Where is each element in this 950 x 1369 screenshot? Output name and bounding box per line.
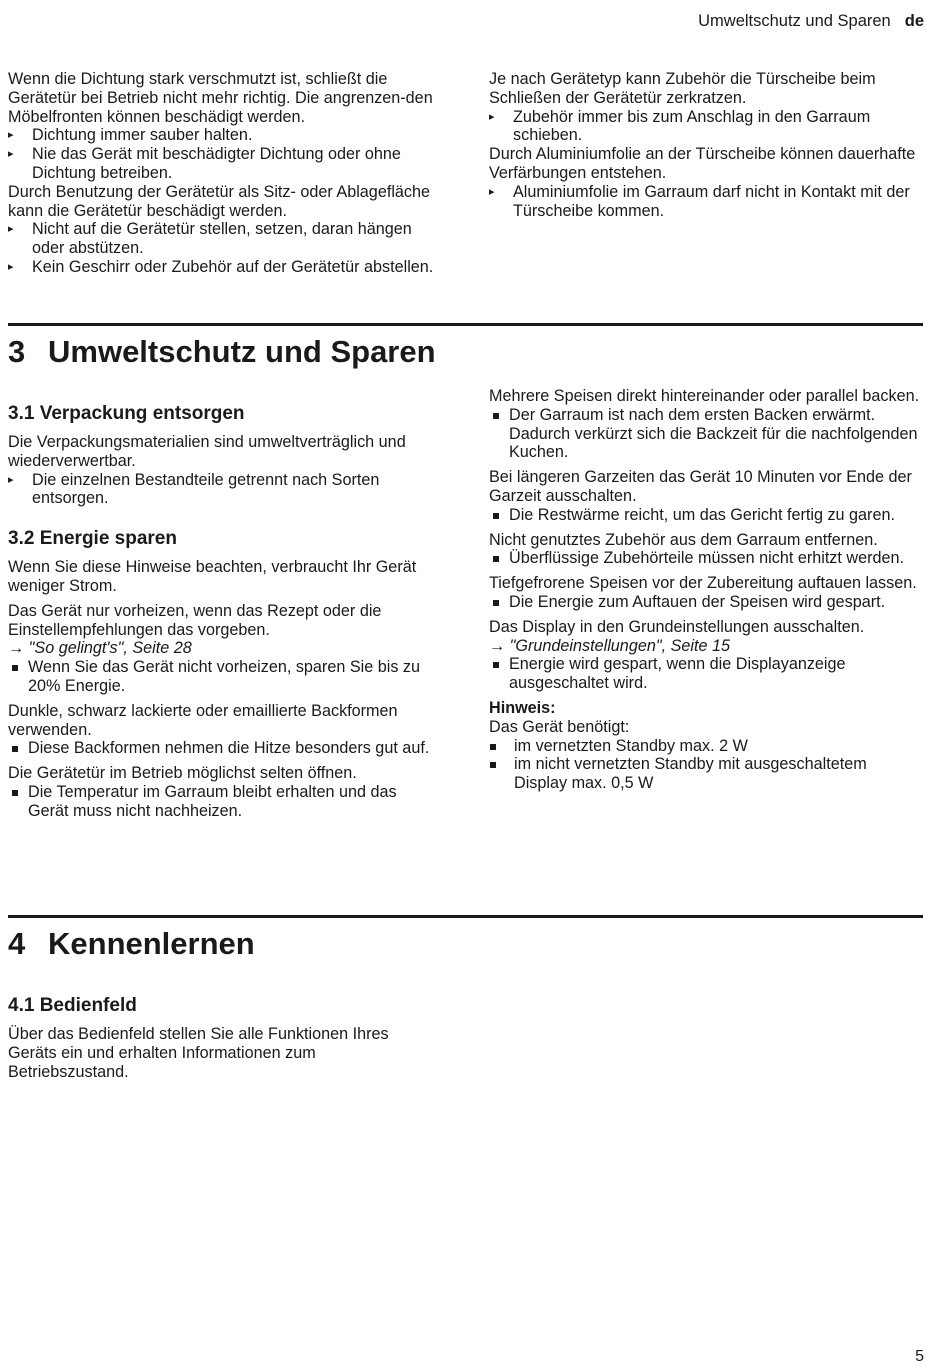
paragraph: Durch Aluminiumfolie an der Türscheibe können dauerhafte Verfärbungen entstehen. <box>489 145 916 182</box>
subsection-3-2-body <box>8 558 440 820</box>
result-item: Die Energie zum Auftauen der Speisen wird gespart. <box>489 593 921 612</box>
subsection-3-2-heading <box>8 527 440 551</box>
subsection-4-1-number: 4.1 <box>8 995 35 1016</box>
subsection-3-1-body <box>8 433 440 508</box>
paragraph: Nicht genutztes Zubehör aus dem Garraum entfernen. <box>489 530 878 549</box>
paragraph: Je nach Gerätetyp kann Zubehör die Türscheibe beim Schließen der Gerätetür zerkratzen. <box>489 70 876 107</box>
section-4-title: Kennenlernen <box>48 926 255 961</box>
cross-reference: → "Grundeinstellungen", Seite 15 <box>489 636 730 655</box>
subsection-3-2-title: Energie sparen <box>39 528 177 550</box>
section-3-title: Umweltschutz und Sparen <box>48 334 436 369</box>
paragraph: Mehrere Speisen direkt hintereinander oder parallel backen. <box>489 387 920 405</box>
section-3-number: 3 <box>8 334 26 369</box>
subsection-4-1-heading <box>8 994 440 1018</box>
subsection-4-1-title: Bedienfeld <box>39 995 137 1016</box>
instruction-item: ▸ Nie das Gerät mit beschädigter Dichtung oder ohne Dichtung betreiben. <box>8 145 440 183</box>
paragraph: Das Gerät nur vorheizen, wenn das Rezept oder die Einstellempfehlungen das vorgeben. <box>8 601 382 639</box>
section-rule <box>8 323 923 326</box>
instruction-item: ▸ Dichtung immer sauber halten. <box>8 126 440 145</box>
result-item: Die Restwärme reicht, um das Gericht fertig zu garen. <box>489 506 921 525</box>
subsection-3-2-number: 3.2 <box>8 528 35 550</box>
running-header <box>698 12 924 31</box>
list-item: im nicht vernetzten Standby mit ausgeschaltetem Display max. 0,5 W <box>489 755 921 793</box>
result-item: Diese Backformen nehmen die Hitze besonders gut auf. <box>8 739 440 758</box>
paragraph: Das Display in den Grundeinstellungen ausschalten. <box>489 617 865 636</box>
section-4-left-column <box>8 994 440 1081</box>
paragraph: Durch Benutzung der Gerätetür als Sitz- oder Ablagefläche kann die Gerätetür beschädigt werden. <box>8 182 431 220</box>
list-item: im vernetzten Standby max. 2 W <box>489 737 921 756</box>
instruction-item: ▸ Zubehör immer bis zum Anschlag in den Garraum schieben. <box>489 108 921 146</box>
subsection-4-1-body <box>8 1025 440 1081</box>
section-4-number: 4 <box>8 926 26 961</box>
paragraph: Tiefgefrorene Speisen vor der Zubereitung auftauen lassen. <box>489 574 917 593</box>
instruction-item: ▸ Kein Geschirr oder Zubehör auf der Gerätetür abstellen. <box>8 258 440 277</box>
subsection-3-1-number: 3.1 <box>8 403 35 424</box>
instruction-item: ▸ Aluminiumfolie im Garraum darf nicht in Kontakt mit der Türscheibe kommen. <box>489 183 921 221</box>
section-3-right-column <box>489 387 921 793</box>
paragraph: Das Gerät benötigt: <box>489 717 630 736</box>
paragraph: Wenn Sie diese Hinweise beachten, verbraucht Ihr Gerät weniger Strom. <box>8 558 417 595</box>
instruction-item: ▸ Nicht auf die Gerätetür stellen, setzen, daran hängen oder abstützen. <box>8 220 440 258</box>
section-3-heading <box>8 334 436 370</box>
section-3-left-column <box>8 402 440 821</box>
subsection-3-1-title: Verpackung entsorgen <box>39 403 245 424</box>
instruction-item: ▸ Die einzelnen Bestandteile getrennt nach Sorten entsorgen. <box>8 471 440 509</box>
paragraph: Über das Bedienfeld stellen Sie alle Funktionen Ihres Geräts ein und erhalten Informationen zum Betriebszustand. <box>8 1025 389 1081</box>
top-left-column <box>8 70 440 277</box>
section-4-heading <box>8 926 255 962</box>
result-item: Der Garraum ist nach dem ersten Backen erwärmt. Dadurch verkürzt sich die Backzeit für die nachfolgenden Kuchen. <box>489 406 921 462</box>
result-item: Wenn Sie das Gerät nicht vorheizen, sparen Sie bis zu 20% Energie. <box>8 658 440 696</box>
section-rule <box>8 915 923 918</box>
top-right-column <box>489 70 921 220</box>
cross-reference: → "So gelingt's", Seite 28 <box>8 639 192 658</box>
running-header-title: Umweltschutz und Sparen <box>698 12 891 30</box>
paragraph: Die Gerätetür im Betrieb möglichst selten öffnen. <box>8 764 357 783</box>
paragraph: Bei längeren Garzeiten das Gerät 10 Minuten vor Ende der Garzeit ausschalten. <box>489 468 912 505</box>
paragraph: Wenn die Dichtung stark verschmutzt ist, schließt die Gerätetür bei Betrieb nicht mehr richtig. Die angrenzen-den Möbelfronten können beschädigt werden. <box>8 70 433 126</box>
hint-label: Hinweis: <box>489 698 556 717</box>
paragraph: Die Verpackungsmaterialien sind umweltverträglich und wiederverwertbar. <box>8 433 406 470</box>
result-item: Die Temperatur im Garraum bleibt erhalten und das Gerät muss nicht nachheizen. <box>8 783 440 821</box>
subsection-3-1-heading <box>8 402 440 426</box>
result-item: Energie wird gespart, wenn die Displayanzeige ausgeschaltet wird. <box>489 655 921 693</box>
result-item: Überflüssige Zubehörteile müssen nicht erhitzt werden. <box>489 549 921 568</box>
paragraph: Dunkle, schwarz lackierte oder emaillierte Backformen verwenden. <box>8 701 398 739</box>
language-code: de <box>904 12 924 30</box>
page-number: 5 <box>915 1348 924 1365</box>
